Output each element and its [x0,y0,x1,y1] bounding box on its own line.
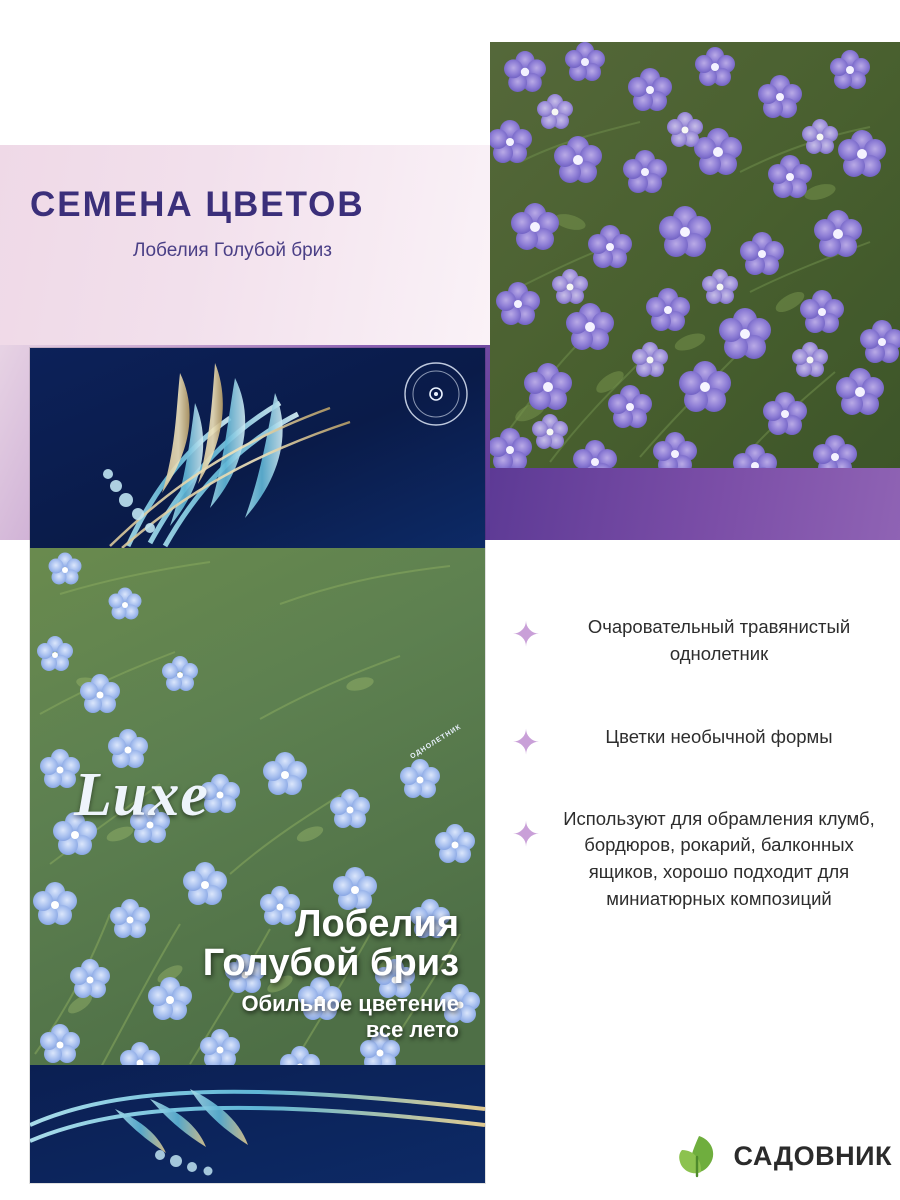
sparkle-icon: ✦ [511,815,541,854]
sparkle-icon: ✦ [511,723,541,762]
banner-title: СЕМЕНА ЦВЕТОВ [30,185,365,224]
packet-name-line1: Лобелия [294,903,459,945]
seed-packet [30,348,485,1183]
packet-name-block [203,903,459,1043]
packet-name-line2: Голубой бриз [202,942,459,984]
packet-tagline-line1: Обильное цветение [241,991,459,1016]
packet-tagline-line2: все лето [365,1017,459,1042]
annual-badge [404,710,468,774]
purple-gradient-band-right [490,468,900,540]
leaf-icon [672,1130,724,1182]
brand-name: САДОВНИК [733,1140,892,1171]
packet-top-graphic [30,348,485,548]
sparkle-icon: ✦ [511,616,541,654]
feature-text: Цветки необычной формы [605,725,833,747]
feature-item [500,600,890,668]
annual-badge-label: ОДНОЛЕТНИК [409,723,463,761]
feature-item [500,708,890,760]
feature-list [500,600,890,953]
feature-item [500,800,890,913]
brand-logo [672,1130,892,1182]
top-white-area [0,0,490,145]
packet-bottom-graphic [30,1065,485,1183]
feature-text: Используют для обрамления клумб, бордюров, рокарий, балконных ящиков, хорошо подходит для миниатюрных композиций [563,807,875,910]
flower-photo [490,42,900,468]
banner-subtitle: Лобелия Голубой бриз [133,240,332,261]
feature-text: Очаровательный травянистый однолетник [587,616,851,664]
packet-brand-script: Luxe [74,761,209,829]
